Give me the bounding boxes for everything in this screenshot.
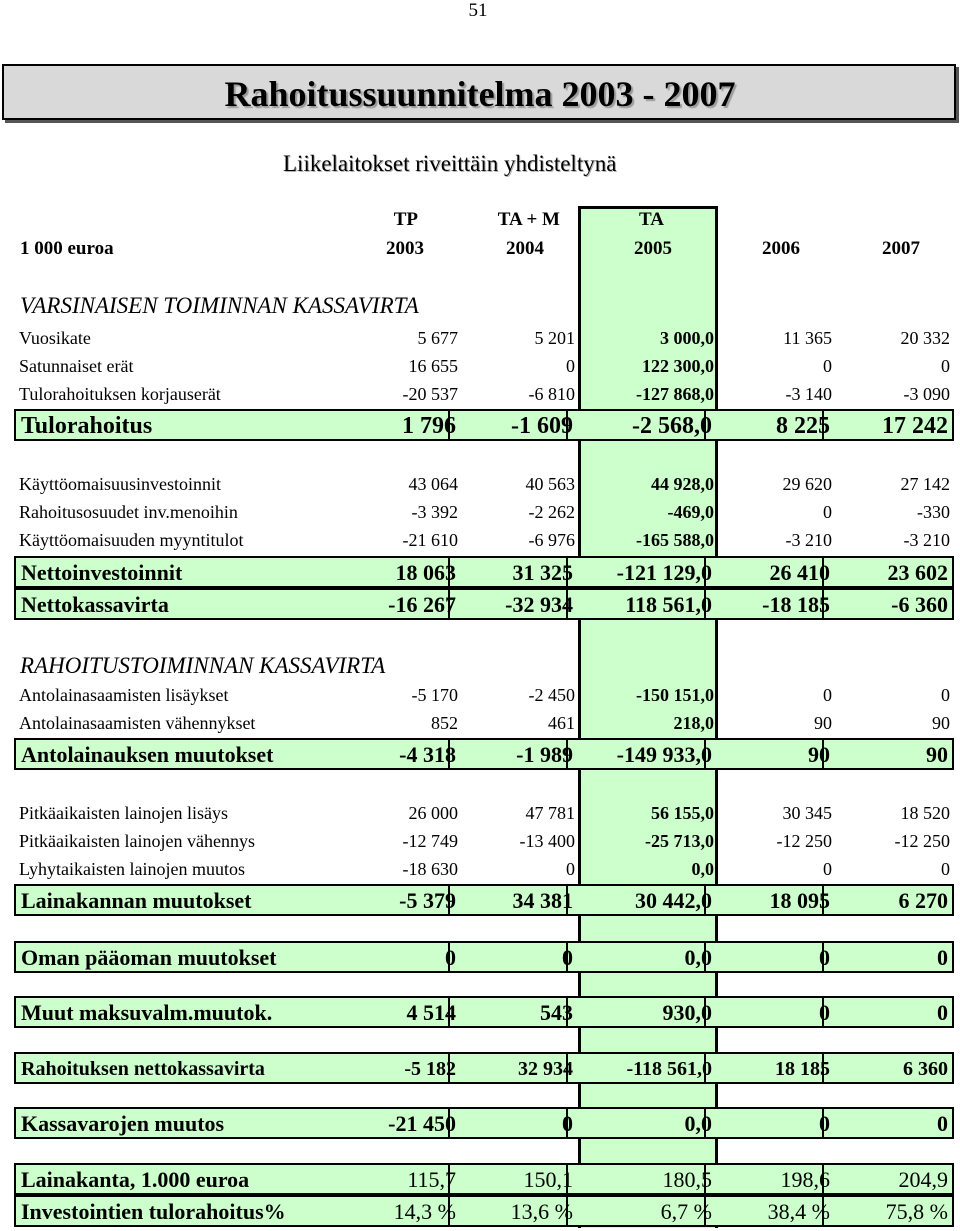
column-separator bbox=[566, 556, 568, 588]
cell-2006: 18 185 bbox=[775, 1058, 830, 1080]
cell-2005: 122 300,0 bbox=[642, 356, 714, 376]
cell-2006: 0 bbox=[823, 356, 832, 376]
table-row-pitkaaikaisten-lainojen-vahennys bbox=[14, 827, 954, 855]
table-row-lyhytaikaisten-lainojen-muutos bbox=[14, 855, 954, 883]
column-separator bbox=[822, 1195, 824, 1227]
column-separator bbox=[566, 588, 568, 620]
column-separator bbox=[448, 1107, 450, 1139]
cell-2005: 0,0 bbox=[684, 1111, 712, 1136]
column-separator bbox=[704, 588, 706, 620]
row-label: Rahoituksen nettokassavirta bbox=[21, 1058, 265, 1080]
table-row-kayttoomaisuusinvestoinnit bbox=[14, 470, 954, 498]
table-row-antolainauksen-muutokset bbox=[14, 738, 954, 770]
table-row-oman-paaoman-muutokset bbox=[14, 941, 954, 973]
cell-2007: 0 bbox=[937, 1111, 948, 1136]
column-separator bbox=[566, 1052, 568, 1084]
column-separator bbox=[566, 738, 568, 770]
cell-2003: -5 182 bbox=[404, 1058, 456, 1080]
table-row-antolainasaamisten-lisaykset bbox=[14, 681, 954, 709]
cell-2006: -12 250 bbox=[776, 831, 832, 851]
column-separator bbox=[448, 556, 450, 588]
cell-2007: 6 270 bbox=[898, 888, 948, 913]
column-separator bbox=[822, 1052, 824, 1084]
table-row-nettokassavirta bbox=[14, 588, 954, 620]
cell-2003: -12 749 bbox=[402, 831, 458, 851]
header-year-2006: 2006 bbox=[762, 238, 800, 259]
cell-2003: 43 064 bbox=[408, 474, 458, 494]
row-label: Muut maksuvalm.muutok. bbox=[21, 1000, 273, 1025]
row-label: Vuosikate bbox=[19, 328, 91, 348]
cell-2003: 14,3 % bbox=[393, 1199, 456, 1224]
column-separator bbox=[566, 1107, 568, 1139]
cell-2006: 198,6 bbox=[780, 1167, 830, 1192]
table-row-rahoitusosuudet-inv-menoihin bbox=[14, 498, 954, 526]
cell-2005: 118 561,0 bbox=[625, 592, 712, 617]
cell-2007: 17 242 bbox=[882, 413, 948, 439]
header-year-2003: 2003 bbox=[386, 238, 424, 259]
cell-2003: -18 630 bbox=[402, 859, 458, 879]
section-financing-cashflow: RAHOITUSTOIMINNAN KASSAVIRTA bbox=[20, 653, 386, 678]
column-separator bbox=[822, 941, 824, 973]
cell-2007: -330 bbox=[917, 502, 950, 522]
cell-2005: -2 568,0 bbox=[632, 413, 712, 439]
cell-2005: -118 561,0 bbox=[626, 1058, 712, 1080]
column-separator bbox=[448, 1052, 450, 1084]
cell-2007: -12 250 bbox=[894, 831, 950, 851]
cell-2003: -5 379 bbox=[399, 888, 456, 913]
column-separator bbox=[704, 556, 706, 588]
column-separator bbox=[566, 996, 568, 1028]
cell-2004: -1 989 bbox=[516, 742, 573, 767]
cell-2006: 90 bbox=[814, 713, 832, 733]
column-separator bbox=[448, 1163, 450, 1195]
cell-2007: 75,8 % bbox=[885, 1199, 948, 1224]
column-separator bbox=[822, 588, 824, 620]
column-separator bbox=[448, 884, 450, 916]
column-separator bbox=[704, 884, 706, 916]
cell-2007: 0 bbox=[941, 685, 950, 705]
cell-2003: -16 267 bbox=[388, 592, 456, 617]
cell-2006: 0 bbox=[819, 1000, 830, 1025]
cell-2003: 16 655 bbox=[408, 356, 458, 376]
cell-2004: -13 400 bbox=[519, 831, 575, 851]
cell-2006: -18 185 bbox=[762, 592, 830, 617]
cell-2006: -3 140 bbox=[785, 384, 832, 404]
row-label: Rahoitusosuudet inv.menoihin bbox=[19, 502, 238, 522]
table-row-lainakanta-1-000-euroa bbox=[14, 1163, 954, 1195]
column-separator bbox=[822, 738, 824, 770]
cell-2004: -1 609 bbox=[511, 413, 573, 439]
row-label: Antolainasaamisten vähennykset bbox=[19, 713, 256, 733]
column-separator bbox=[822, 409, 824, 441]
row-label: Tulorahoitus bbox=[21, 413, 153, 439]
cell-2004: 150,1 bbox=[523, 1167, 573, 1192]
cell-2005: 218,0 bbox=[673, 713, 714, 733]
column-separator bbox=[566, 1195, 568, 1227]
column-separator bbox=[704, 738, 706, 770]
cell-2004: 0 bbox=[562, 945, 573, 970]
column-separator bbox=[704, 941, 706, 973]
cell-2006: 0 bbox=[819, 1111, 830, 1136]
cell-2006: 38,4 % bbox=[767, 1199, 830, 1224]
row-label: Lainakanta, 1.000 euroa bbox=[21, 1167, 250, 1192]
row-label: Kassavarojen muutos bbox=[21, 1111, 225, 1136]
cell-2007: 0 bbox=[937, 945, 948, 970]
cell-2007: 0 bbox=[941, 356, 950, 376]
row-label: Pitkäaikaisten lainojen vähennys bbox=[19, 831, 255, 851]
row-label: Antolainauksen muutokset bbox=[21, 742, 274, 767]
column-separator bbox=[448, 738, 450, 770]
cell-2003: 0 bbox=[445, 945, 456, 970]
cell-2004: 34 381 bbox=[512, 888, 573, 913]
page-subtitle: Liikelaitokset riveittäin yhdisteltynä bbox=[283, 151, 617, 176]
row-label: Tulorahoituksen korjauserät bbox=[19, 384, 221, 404]
page-title: Rahoitussuunnitelma 2003 - 2007 bbox=[224, 74, 736, 114]
cell-2003: 26 000 bbox=[408, 803, 458, 823]
table-row-vuosikate bbox=[14, 324, 954, 352]
row-label: Nettoinvestoinnit bbox=[21, 560, 183, 585]
cell-2006: 90 bbox=[808, 742, 830, 767]
cell-2007: 204,9 bbox=[898, 1167, 948, 1192]
table-row-lainakannan-muutokset bbox=[14, 884, 954, 916]
cell-2003: 5 677 bbox=[417, 328, 458, 348]
cell-2006: 26 410 bbox=[769, 560, 830, 585]
row-label: Lyhytaikaisten lainojen muutos bbox=[19, 859, 245, 879]
cell-2006: 0 bbox=[823, 859, 832, 879]
column-separator bbox=[704, 1052, 706, 1084]
cell-2006: -3 210 bbox=[785, 530, 832, 550]
table-row-antolainasaamisten-vahennykset bbox=[14, 709, 954, 737]
table-row-nettoinvestoinnit bbox=[14, 556, 954, 588]
cell-2007: 23 602 bbox=[887, 560, 948, 585]
column-separator bbox=[822, 1163, 824, 1195]
row-label: Lainakannan muutokset bbox=[21, 888, 252, 913]
row-label: Nettokassavirta bbox=[21, 592, 169, 617]
cell-2004: -2 262 bbox=[528, 502, 575, 522]
column-separator bbox=[704, 1195, 706, 1227]
column-separator bbox=[448, 588, 450, 620]
row-label: Investointien tulorahoitus% bbox=[21, 1199, 286, 1224]
header-year-2007: 2007 bbox=[882, 238, 920, 259]
cell-2007: 18 520 bbox=[900, 803, 950, 823]
table-row-tulorahoituksen-korjauserat bbox=[14, 380, 954, 408]
page-number: 51 bbox=[468, 0, 488, 21]
column-separator bbox=[704, 409, 706, 441]
cell-2003: -3 392 bbox=[411, 502, 458, 522]
column-separator bbox=[704, 1163, 706, 1195]
cell-2006: 18 095 bbox=[769, 888, 830, 913]
cell-2007: 6 360 bbox=[903, 1058, 948, 1080]
column-separator bbox=[704, 996, 706, 1028]
cell-2007: -3 090 bbox=[903, 384, 950, 404]
column-separator bbox=[566, 884, 568, 916]
cell-2004: 543 bbox=[540, 1000, 573, 1025]
cell-2003: -21 610 bbox=[402, 530, 458, 550]
header-type-2005: TA bbox=[639, 209, 664, 230]
cell-2007: 90 bbox=[932, 713, 950, 733]
cell-2005: 6,7 % bbox=[660, 1199, 712, 1224]
cell-2003: -5 170 bbox=[411, 685, 458, 705]
cell-2003: 1 796 bbox=[402, 413, 456, 439]
row-label: Käyttöomaisuusinvestoinnit bbox=[19, 474, 221, 494]
column-separator bbox=[566, 1163, 568, 1195]
cell-2005: -469,0 bbox=[667, 502, 714, 522]
cell-2004: 40 563 bbox=[525, 474, 575, 494]
cell-2004: 461 bbox=[548, 713, 575, 733]
header-year-2004: 2004 bbox=[506, 238, 544, 259]
cell-2005: -165 588,0 bbox=[636, 530, 714, 550]
column-separator bbox=[448, 1195, 450, 1227]
cell-2007: 90 bbox=[926, 742, 948, 767]
cell-2006: 29 620 bbox=[782, 474, 832, 494]
cell-2005: -150 151,0 bbox=[636, 685, 714, 705]
cell-2004: 0 bbox=[566, 859, 575, 879]
cell-2005: 30 442,0 bbox=[635, 888, 712, 913]
column-separator bbox=[822, 1107, 824, 1139]
table-row-pitkaaikaisten-lainojen-lisays bbox=[14, 799, 954, 827]
cell-2006: 30 345 bbox=[782, 803, 832, 823]
cell-2004: 0 bbox=[562, 1111, 573, 1136]
cell-2005: 180,5 bbox=[662, 1167, 712, 1192]
cell-2005: 3 000,0 bbox=[660, 328, 714, 348]
cell-2003: 852 bbox=[431, 713, 458, 733]
column-separator bbox=[566, 941, 568, 973]
cell-2007: 27 142 bbox=[900, 474, 950, 494]
table-row-muut-maksuvalm-muutok bbox=[14, 996, 954, 1028]
cell-2007: -3 210 bbox=[903, 530, 950, 550]
column-separator bbox=[448, 409, 450, 441]
column-separator bbox=[822, 884, 824, 916]
cell-2003: 115,7 bbox=[407, 1167, 456, 1192]
cell-2007: 0 bbox=[941, 859, 950, 879]
table-row-rahoituksen-nettokassavirta bbox=[14, 1052, 954, 1084]
cell-2005: 0,0 bbox=[684, 945, 712, 970]
cell-2006: 0 bbox=[819, 945, 830, 970]
column-separator bbox=[704, 1107, 706, 1139]
cell-2005: -127 868,0 bbox=[636, 384, 714, 404]
column-separator bbox=[822, 556, 824, 588]
cell-2003: -20 537 bbox=[402, 384, 458, 404]
cell-2005: 0,0 bbox=[691, 859, 714, 879]
cell-2005: 44 928,0 bbox=[651, 474, 714, 494]
column-separator bbox=[822, 996, 824, 1028]
cell-2007: -6 360 bbox=[891, 592, 948, 617]
cell-2004: 5 201 bbox=[534, 328, 575, 348]
cell-2003: 18 063 bbox=[395, 560, 456, 585]
cell-2003: -21 450 bbox=[388, 1111, 456, 1136]
row-label: Satunnaiset erät bbox=[19, 356, 134, 376]
cell-2004: 47 781 bbox=[525, 803, 575, 823]
row-label: Antolainasaamisten lisäykset bbox=[19, 685, 229, 705]
column-separator bbox=[448, 996, 450, 1028]
column-separator bbox=[566, 409, 568, 441]
column-separator bbox=[448, 941, 450, 973]
table-row-satunnaiset-erat bbox=[14, 352, 954, 380]
cell-2007: 0 bbox=[937, 1000, 948, 1025]
cell-2006: 11 365 bbox=[783, 328, 832, 348]
cell-2006: 8 225 bbox=[776, 413, 830, 439]
cell-2005: 930,0 bbox=[662, 1000, 712, 1025]
row-label: Käyttöomaisuuden myyntitulot bbox=[19, 530, 244, 550]
cell-2005: -149 933,0 bbox=[616, 742, 712, 767]
cell-2006: 0 bbox=[823, 685, 832, 705]
table-row-tulorahoitus bbox=[14, 409, 954, 441]
cell-2004: 31 325 bbox=[512, 560, 573, 585]
cell-2006: 0 bbox=[823, 502, 832, 522]
cell-2004: -6 976 bbox=[528, 530, 575, 550]
cell-2004: 13,6 % bbox=[510, 1199, 573, 1224]
cell-2007: 20 332 bbox=[900, 328, 950, 348]
cell-2004: -32 934 bbox=[505, 592, 573, 617]
cell-2005: -25 713,0 bbox=[645, 831, 714, 851]
table-row-kassavarojen-muutos bbox=[14, 1107, 954, 1139]
header-type-2004: TA + M bbox=[497, 209, 560, 230]
cell-2005: -121 129,0 bbox=[616, 560, 712, 585]
cell-2005: 56 155,0 bbox=[651, 803, 714, 823]
row-label: Pitkäaikaisten lainojen lisäys bbox=[19, 803, 228, 823]
cell-2004: 32 934 bbox=[518, 1058, 573, 1080]
section-operating-cashflow: VARSINAISEN TOIMINNAN KASSAVIRTA bbox=[20, 293, 419, 318]
cell-2003: -4 318 bbox=[399, 742, 456, 767]
cell-2003: 4 514 bbox=[406, 1000, 456, 1025]
cell-2004: -6 810 bbox=[528, 384, 575, 404]
cell-2004: -2 450 bbox=[528, 685, 575, 705]
header-type-2003: TP bbox=[393, 209, 418, 230]
table-row-investointien-tulorahoitus bbox=[14, 1195, 954, 1227]
cell-2004: 0 bbox=[566, 356, 575, 376]
unit-label: 1 000 euroa bbox=[20, 238, 114, 259]
table-row-kayttoomaisuuden-myyntitulot bbox=[14, 526, 954, 554]
header-year-2005: 2005 bbox=[634, 238, 672, 259]
row-label: Oman pääoman muutokset bbox=[21, 945, 277, 970]
